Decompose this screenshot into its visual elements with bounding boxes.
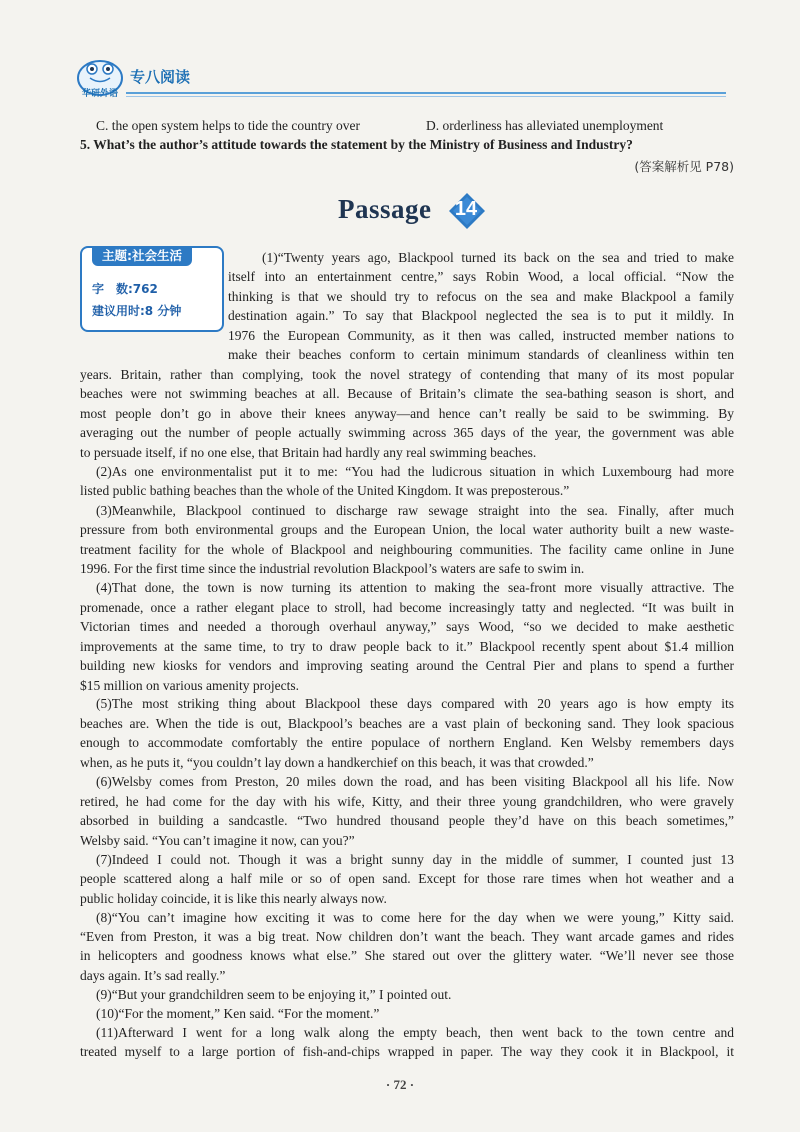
text-line: (3)Meanwhile, Blackpool continued to discharge raw sewage straight into the sea. Finally, after much [96,503,734,518]
text-line: 1996. For the first time since the industrial revolution Blackpool’s waters are safe to swim in. [80,561,585,576]
text-line: (8)“You can’t imagine how exciting it was to come here for the day when we were young,” Kitty said. [96,910,734,925]
text-line: most people don’t go in above their knees anyway—and hence can’t really be said to be swimming. By [80,406,734,421]
text-line: days again. It’s sad really.” [80,968,226,983]
suggested-time: 建议用时:8 分钟 [92,304,182,318]
text-line: Victorian times and needed a thorough overhaul anyway,” says Wood, “so we decided to make aesthetic [80,619,734,634]
text-line: treatment facility for the whole of Blackpool and neighbouring communities. The facility came online in June [80,542,734,557]
text-line: when, as he puts it, “you couldn’t lay down a handkerchief on this beach, it was that crowded.” [80,755,594,770]
text-line: (2)As one environmentalist put it to me: “You had the ludicrous situation in which Luxembourg had more [96,464,734,479]
passage-label: Passage [338,194,432,224]
text-line: absorbed in building a sandcastle. “Two hundred thousand people they’d have on this beach sometimes,” [80,813,734,828]
text-line: (10)“For the moment,” Ken said. “For the moment.” [96,1006,380,1021]
text-line: (7)Indeed I could not. Though it was a bright sunny day in the middle of summer, I counted just 13 [96,852,734,867]
text-line: (5)The most striking thing about Blackpool these days compared with 20 years ago is how empty its [96,696,734,711]
page-number: · 72 · [385,1077,415,1092]
text-line: to persuade itself, if no one else, that Britain had hardly any real swimming beaches. [80,445,537,460]
text-line: beaches were not swimming beaches at all. Because of Britain’s climate the sea-bathing season is short, and [80,386,734,401]
text-line: improvements at the same time, to try to draw people back to it.” Blackpool recently spent about $1.4 million [80,639,734,654]
text-line: thinking is that we should try to refocus on the sea and make Blackpool a family [228,289,734,304]
text-line: itself into an entertainment centre,” says Robin Wood, a local official. “Now the [228,269,734,284]
text-line: averaging out the number of people actually swimming across 365 days of the year, the government was able [80,425,734,440]
text-line: retired, he had come for the day with his wife, Kitty, and their three young grandchildren, who were gravely [80,794,734,809]
text-line: 1976 the European Community, as it then was called, instructed member nations to [228,328,734,343]
text-line: promenade, once a rather elegant place to stroll, had become increasingly tatty and neglected. “It was built in [80,600,734,615]
header-divider-thin [126,96,726,97]
option-d: D. orderliness has alleviated unemployment [426,118,664,133]
text-line: pressure from both environmental groups and the European Union, the local water authority built a new waste- [80,522,734,537]
answer-reference: (答案解析见 P78) [634,159,734,174]
text-line: (4)That done, the town is now turning its attention to making the sea-front more visually attractive. The [96,580,734,595]
text-line: (9)“But your grandchildren seem to be enjoying it,” I pointed out. [96,987,452,1002]
passage-number: 14 [454,198,478,220]
text-line: (6)Welsby comes from Preston, 20 miles down the road, and has been visiting Blackpool all his life. Now [96,774,734,789]
text-line: destination again.” To say that Blackpool neglected the sea is to put it mildly. In [228,308,734,323]
topic-heading: 主题:社会生活 [92,246,192,266]
text-line: in helicopters and goodness knows what else.” She stared out over the glittery water. “We’ll never see those [80,948,734,963]
text-line: make their beaches conform to certain minimum standards of cleanliness within ten [228,347,734,362]
text-line: (1)“Twenty years ago, Blackpool turned its back on the sea and tried to make [262,250,734,265]
text-line: people scattered along a half mile or so of open sand. Except for those rare times when hot weather and a [80,871,734,886]
text-line: building new kiosks for vendors and improving seating around the Central Pier and plans to spend a further [80,658,734,673]
logo-text: 华研外语 [81,89,118,99]
option-c: C. the open system helps to tide the country over [96,118,360,133]
header-divider [126,92,726,94]
question-5: 5. What’s the author’s attitude towards the statement by the Ministry of Business and Industry? [80,137,633,152]
text-line: years. Britain, rather than complying, took the novel strategy of contending that many of its most popular [80,367,734,382]
text-line: (11)Afterward I went for a long walk along the empty beach, then went back to the town centre and [96,1025,734,1040]
page-header [76,58,726,98]
topic-box [80,246,224,332]
text-line: public holiday coincide, it is like this nearly always now. [80,891,387,906]
text-line: “Even from Preston, it was a big treat. Now children don’t want the beach. They want arcade games and rides [80,929,734,944]
text-line: $15 million on various amenity projects. [80,678,299,693]
word-count: 字 数:762 [92,282,158,296]
text-line: treated myself to a large portion of fish-and-chips wrapped in paper. The way they cook it in Blackpool, it [80,1044,734,1059]
series-title: 专八阅读 [130,68,191,86]
text-line: Welsby said. “You can’t imagine it now, can you?” [80,833,355,848]
text-line: beaches are. When the tide is out, Blackpool’s beaches are a vast plain of beckoning sand. They look spacious [80,716,734,731]
text-line: enough to accommodate comfortably the entire populace of northern England. Ken Welsby remembers days [80,735,734,750]
text-line: listed public bathing beaches than the whole of the United Kingdom. It was preposterous.” [80,483,570,498]
